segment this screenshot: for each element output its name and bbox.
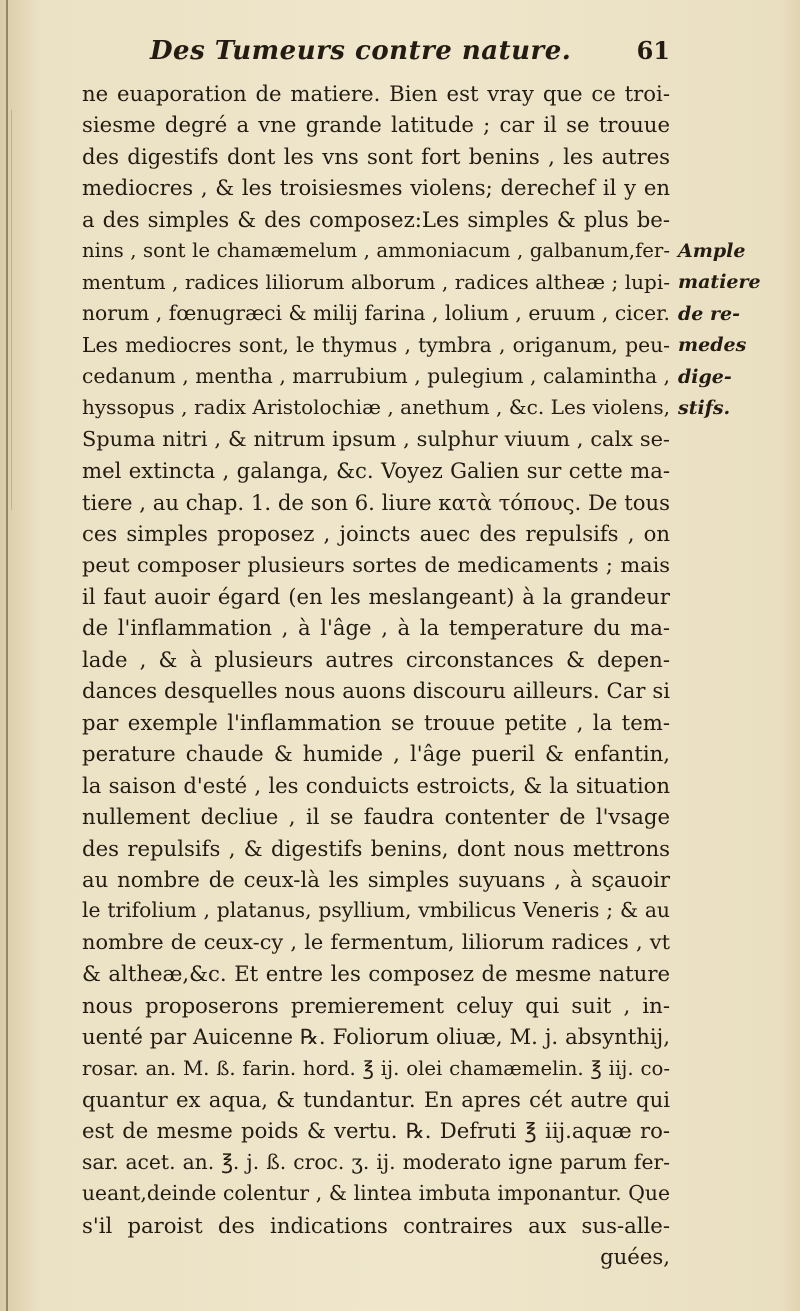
text-line: & altheæ,&c. Et entre les composez de mesme nature [82, 961, 670, 987]
text-line: ueant,deinde colentur , & lintea imbuta imponantur. Que [82, 1181, 670, 1206]
text-line: sar. acet. an. ℥. j. ß. croc. ʒ. ij. moderato igne parum fer- [82, 1149, 670, 1174]
margin-note-line: de re- [678, 302, 740, 325]
text-line: il faut auoir égard (en les meslangeant) à la grandeur [82, 584, 670, 609]
text-line: mentum , radices liliorum alborum , radices altheæ ; lupi- [82, 269, 670, 294]
catchword: guées, [600, 1244, 670, 1270]
text-line: nombre de ceux-cy , le fermentum, liliorum radices , vt [82, 929, 670, 954]
margin-note-line: matiere [678, 271, 761, 294]
text-line: au nombre de ceux-là les simples suyuans , à sçauoir [82, 866, 670, 892]
text-line: uenté par Auicenne ℞. Foliorum oliuæ, M. j. absynthij, [82, 1024, 670, 1050]
gutter-shadow [11, 110, 12, 510]
text-line: siesme degré a vne grande latitude ; car il se trouue [82, 112, 670, 138]
text-line: rosar. an. M. ß. farin. hord. ℥ ij. olei chamæmelin. ℥ iij. co- [82, 1056, 670, 1080]
text-line: par exemple l'inflammation se trouue petite , la tem- [82, 709, 670, 735]
text-line: nous proposerons premierement celuy qui suit , in- [82, 992, 670, 1018]
margin-note-line: dige- [678, 365, 732, 388]
text-line: Spuma nitri , & nitrum ipsum , sulphur viuum , calx se- [82, 426, 670, 451]
body-text [82, 78, 670, 1273]
margin-note [678, 236, 788, 425]
text-line: des repulsifs , & digestifs benins, dont nous mettrons [82, 835, 670, 861]
text-line: quantur ex aqua, & tundantur. En apres cét autre qui [82, 1087, 670, 1112]
text-line: Les mediocres sont, le thymus , tymbra , origanum, peu- [82, 332, 670, 357]
text-line: mel extincta , galanga, &c. Voyez Galien sur cette ma- [82, 458, 670, 484]
text-line: est de mesme poids & vertu. ℞. Defruti ℥ iij.aquæ ro- [82, 1118, 670, 1144]
text-line: hyssopus , radix Aristolochiæ , anethum , &c. Les violens, [82, 395, 670, 420]
text-line: dances desquelles nous auons discouru ailleurs. Car si [82, 678, 670, 704]
text-line: des digestifs dont les vns sont fort benins , les autres [82, 143, 670, 169]
text-line: la saison d'esté , les conduicts estroicts, & la situation [82, 772, 670, 798]
text-line: de l'inflammation , à l'âge , à la temperature du ma- [82, 615, 670, 641]
text-line: tiere , au chap. 1. de son 6. liure κατὰ τόπους. De tous [82, 489, 670, 515]
running-head: Des Tumeurs contre nature. [150, 36, 572, 66]
text-line: nins , sont le chamæmelum , ammoniacum , galbanum,fer- [82, 239, 670, 263]
text-line: norum , fœnugræci & milij farina , lolium , eruum , cicer. [82, 301, 670, 326]
text-line: a des simples & des composez:Les simples & plus be- [82, 206, 670, 232]
text-line: lade , & à plusieurs autres circonstances & depen- [82, 646, 670, 672]
text-line: mediocres , & les troisiesmes violens; derechef il y en [82, 175, 670, 201]
text-line: peut composer plusieurs sortes de medicaments ; mais [82, 552, 670, 577]
text-line: ne euaporation de matiere. Bien est vray que ce troi- [82, 81, 670, 106]
margin-note-line: Ample [678, 240, 746, 262]
text-line: perature chaude & humide , l'âge pueril & enfantin, [82, 741, 670, 767]
text-line: nullement decliue , il se faudra contenter de l'vsage [82, 804, 670, 830]
text-line: cedanum , mentha , marrubium , pulegium , calamintha , [82, 363, 670, 388]
text-line: ces simples proposez , joincts auec des repulsifs , on [82, 521, 670, 547]
margin-note-line: medes [678, 334, 747, 357]
text-line: le trifolium , platanus, psyllium, vmbilicus Veneris ; & au [82, 898, 670, 923]
gutter-edge [6, 0, 8, 1311]
page-header [150, 36, 670, 76]
text-line: s'il paroist des indications contraires aux sus-alle- [82, 1212, 670, 1238]
page-number: 61 [636, 36, 670, 65]
margin-note-line: stifs. [678, 397, 731, 420]
